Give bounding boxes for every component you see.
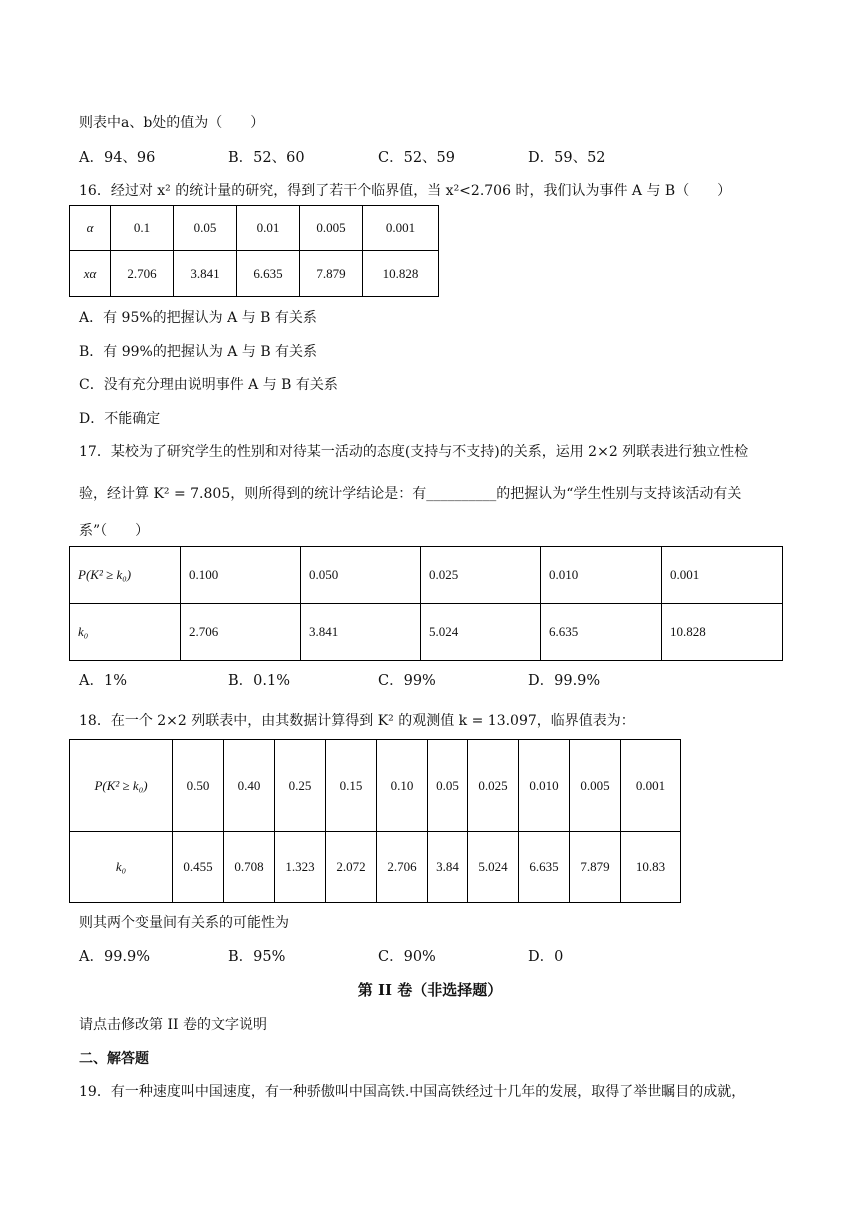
q17-prob-cell: 0.001 — [662, 547, 783, 604]
q17-critical-table — [69, 546, 783, 661]
q17-option-c: C．99% — [378, 673, 436, 689]
q18-option-a: A．99.9% — [79, 949, 151, 965]
q16-value-cell: 3.841 — [174, 251, 237, 297]
q16-alpha-cell: 0.01 — [237, 206, 300, 251]
q18-prob-cell: 0.010 — [519, 740, 570, 832]
q15-stem: 则表中a、b处的值为（ ） — [79, 115, 265, 131]
q17-value-cell: 2.706 — [181, 604, 301, 661]
q16-option-b: B．有 99%的把握认为 A 与 B 有关系 — [79, 344, 318, 360]
q18-k0-label: k₀ — [70, 832, 173, 903]
q18-question: 则其两个变量间有关系的可能性为 — [79, 915, 289, 931]
q16-value-cell: 7.879 — [300, 251, 363, 297]
q16-critical-table — [69, 205, 439, 297]
q16-alpha-cell: 0.05 — [174, 206, 237, 251]
q16-option-a: A．有 95%的把握认为 A 与 B 有关系 — [79, 310, 317, 326]
q17-value-cell: 5.024 — [421, 604, 541, 661]
q18-prob-cell: 0.025 — [468, 740, 519, 832]
q16-option-c: C．没有充分理由说明事件 A 与 B 有关系 — [79, 377, 338, 393]
q17-prob-label: P(K² ≥ k₀) — [70, 547, 181, 604]
q18-value-cell: 2.706 — [377, 832, 428, 903]
q16-x-label: xα — [70, 251, 111, 297]
q18-prob-cell: 0.15 — [326, 740, 377, 832]
q18-value-cell: 2.072 — [326, 832, 377, 903]
q18-value-cell: 10.83 — [621, 832, 681, 903]
q17-prob-cell: 0.010 — [541, 547, 662, 604]
q16-alpha-cell: 0.1 — [111, 206, 174, 251]
q18-prob-cell: 0.05 — [428, 740, 468, 832]
q18-prob-cell: 0.50 — [173, 740, 224, 832]
q18-option-b: B．95% — [228, 949, 286, 965]
q16-value-cell: 10.828 — [363, 251, 439, 297]
q17-stem-line2: 验，经计算 K² = 7.805，则所得到的统计学结论是：有__________的把握认为“学生性别与支持该活动有关 — [79, 486, 742, 502]
part-title: 二、解答题 — [79, 1051, 149, 1067]
q18-stem: 18．在一个 2×2 列联表中，由其数据计算得到 K² 的观测值 k = 13.097，临界值表为： — [79, 713, 635, 729]
q18-prob-cell: 0.001 — [621, 740, 681, 832]
q18-critical-table — [69, 739, 681, 903]
q18-value-cell: 1.323 — [275, 832, 326, 903]
q18-value-cell: 7.879 — [570, 832, 621, 903]
section-heading: 第 II 卷（非选择题） — [357, 981, 503, 999]
q18-value-cell: 0.708 — [224, 832, 275, 903]
q17-prob-cell: 0.100 — [181, 547, 301, 604]
q17-stem-line3: 系”（ ） — [79, 523, 150, 539]
q17-value-cell: 3.841 — [301, 604, 421, 661]
q18-value-cell: 3.84 — [428, 832, 468, 903]
q18-value-cell: 5.024 — [468, 832, 519, 903]
q15-option-c: C．52、59 — [378, 150, 455, 166]
q18-value-cell: 6.635 — [519, 832, 570, 903]
q17-k0-label: k₀ — [70, 604, 181, 661]
q17-prob-cell: 0.025 — [421, 547, 541, 604]
q15-option-d: D．59、52 — [528, 150, 606, 166]
q18-option-d: D．0 — [528, 949, 564, 965]
section-note: 请点击修改第 II 卷的文字说明 — [79, 1017, 267, 1033]
q17-option-a: A．1% — [79, 673, 127, 689]
q18-prob-cell: 0.25 — [275, 740, 326, 832]
q17-stem-line1: 17．某校为了研究学生的性别和对待某一活动的态度(支持与不支持)的关系，运用 2×2 列联表进行独立性检 — [79, 444, 749, 460]
q16-alpha-label: α — [70, 206, 111, 251]
q15-option-b: B．52、60 — [228, 150, 305, 166]
q18-prob-cell: 0.40 — [224, 740, 275, 832]
q15-option-a: A．94、96 — [79, 150, 156, 166]
q19-stem: 19．有一种速度叫中国速度，有一种骄傲叫中国高铁.中国高铁经过十几年的发展，取得了举世瞩目的成就， — [79, 1084, 746, 1100]
q16-stem: 16．经过对 x² 的统计量的研究，得到了若干个临界值，当 x²<2.706 时，我们认为事件 A 与 B（ ） — [79, 183, 732, 199]
q18-prob-cell: 0.005 — [570, 740, 621, 832]
q18-option-c: C．90% — [378, 949, 436, 965]
q16-value-cell: 6.635 — [237, 251, 300, 297]
q18-value-cell: 0.455 — [173, 832, 224, 903]
q18-prob-cell: 0.10 — [377, 740, 428, 832]
q16-value-cell: 2.706 — [111, 251, 174, 297]
q17-prob-cell: 0.050 — [301, 547, 421, 604]
q16-option-d: D．不能确定 — [79, 411, 161, 427]
q17-value-cell: 10.828 — [662, 604, 783, 661]
q16-alpha-cell: 0.001 — [363, 206, 439, 251]
q17-option-d: D．99.9% — [528, 673, 601, 689]
q17-option-b: B．0.1% — [228, 673, 290, 689]
q18-prob-label: P(K² ≥ k₀) — [70, 740, 173, 832]
q17-value-cell: 6.635 — [541, 604, 662, 661]
q16-alpha-cell: 0.005 — [300, 206, 363, 251]
